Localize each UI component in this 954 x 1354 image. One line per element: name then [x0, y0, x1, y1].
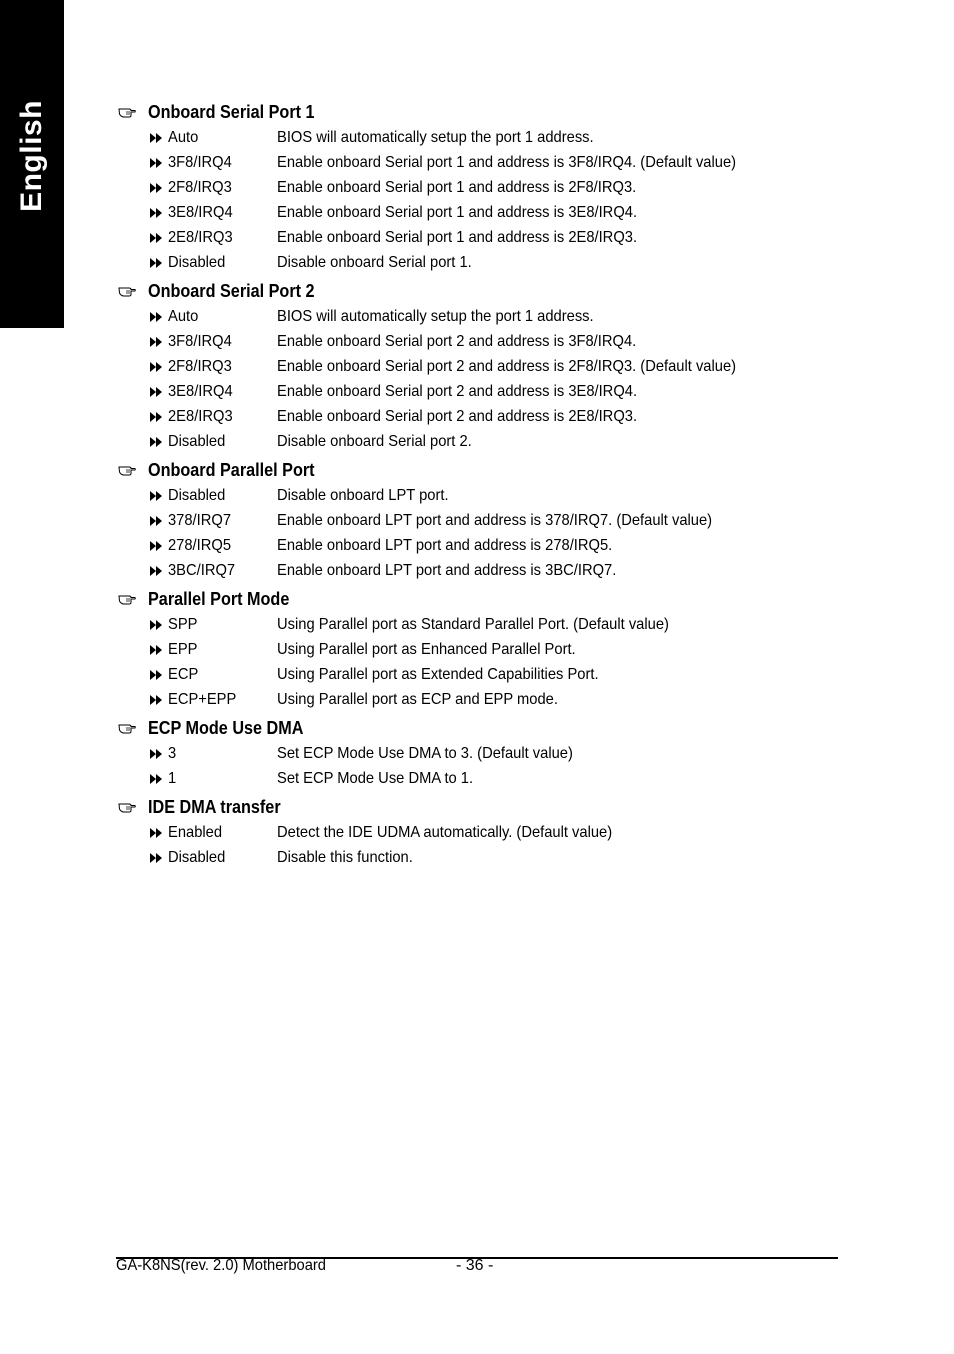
option-row — [118, 404, 838, 429]
option-description: Enable onboard Serial port 2 and address is 3F8/IRQ4. — [277, 332, 637, 350]
section-title: IDE DMA transfer — [148, 796, 281, 817]
double-arrow-icon — [150, 361, 162, 373]
double-arrow-icon — [150, 386, 162, 398]
option-description: Using Parallel port as Extended Capabilities Port. — [277, 665, 599, 683]
option-name: SPP — [168, 615, 198, 633]
option-row — [118, 612, 838, 637]
option-description: Disable onboard Serial port 2. — [277, 432, 472, 450]
option-description: Enable onboard Serial port 2 and address is 2F8/IRQ3. (Default value) — [277, 357, 737, 375]
section-header — [118, 587, 838, 611]
pointing-hand-icon — [118, 106, 136, 118]
option-description: Using Parallel port as Enhanced Parallel Port. — [277, 640, 576, 658]
pointing-hand-icon — [118, 285, 136, 297]
option-description: Disable onboard LPT port. — [277, 486, 449, 504]
option-row — [118, 125, 838, 150]
option-name: Disabled — [168, 253, 226, 271]
option-row — [118, 637, 838, 662]
double-arrow-icon — [150, 773, 162, 785]
option-row — [118, 687, 838, 712]
option-name: 3 — [168, 744, 177, 762]
option-name: ECP+EPP — [168, 690, 237, 708]
option-name: Disabled — [168, 432, 226, 450]
option-name: 2F8/IRQ3 — [168, 178, 232, 196]
option-description: Using Parallel port as Standard Parallel Port. (Default value) — [277, 615, 669, 633]
double-arrow-icon — [150, 748, 162, 760]
section-header — [118, 795, 838, 819]
option-row — [118, 329, 838, 354]
option-row — [118, 820, 838, 845]
section-title: Onboard Serial Port 2 — [148, 280, 315, 301]
double-arrow-icon — [150, 619, 162, 631]
footer-model: GA-K8NS(rev. 2.0) Motherboard — [116, 1257, 326, 1274]
pointing-hand-icon — [118, 464, 136, 476]
option-description: Using Parallel port as ECP and EPP mode. — [277, 690, 558, 708]
option-name: 2F8/IRQ3 — [168, 357, 232, 375]
option-name: 3E8/IRQ4 — [168, 203, 233, 221]
option-description: Enable onboard Serial port 2 and address is 3E8/IRQ4. — [277, 382, 638, 400]
double-arrow-icon — [150, 669, 162, 681]
option-description: Enable onboard LPT port and address is 278/IRQ5. — [277, 536, 613, 554]
option-description: Enable onboard Serial port 1 and address is 3E8/IRQ4. — [277, 203, 638, 221]
option-name: Disabled — [168, 486, 226, 504]
section-title: Onboard Serial Port 1 — [148, 101, 315, 122]
setting-section — [118, 100, 838, 275]
option-description: BIOS will automatically setup the port 1 address. — [277, 128, 594, 146]
double-arrow-icon — [150, 336, 162, 348]
option-name: 2E8/IRQ3 — [168, 407, 233, 425]
option-name: EPP — [168, 640, 198, 658]
double-arrow-icon — [150, 207, 162, 219]
option-description: Enable onboard LPT port and address is 378/IRQ7. (Default value) — [277, 511, 713, 529]
double-arrow-icon — [150, 436, 162, 448]
double-arrow-icon — [150, 565, 162, 577]
setting-section — [118, 587, 838, 712]
option-row — [118, 483, 838, 508]
option-description: Enable onboard Serial port 1 and address is 2F8/IRQ3. — [277, 178, 637, 196]
option-description: Enable onboard Serial port 1 and address is 2E8/IRQ3. — [277, 228, 638, 246]
setting-section — [118, 716, 838, 791]
section-title: ECP Mode Use DMA — [148, 717, 304, 738]
setting-section — [118, 279, 838, 454]
option-row — [118, 175, 838, 200]
option-row — [118, 200, 838, 225]
option-name: Enabled — [168, 823, 223, 841]
option-row — [118, 766, 838, 791]
section-title: Parallel Port Mode — [148, 588, 290, 609]
option-row — [118, 429, 838, 454]
double-arrow-icon — [150, 232, 162, 244]
option-description: Disable this function. — [277, 848, 413, 866]
double-arrow-icon — [150, 157, 162, 169]
section-header — [118, 279, 838, 303]
double-arrow-icon — [150, 182, 162, 194]
section-header — [118, 458, 838, 482]
option-name: Auto — [168, 307, 199, 325]
double-arrow-icon — [150, 490, 162, 502]
option-row — [118, 508, 838, 533]
option-name: 3F8/IRQ4 — [168, 153, 232, 171]
setting-section — [118, 795, 838, 870]
double-arrow-icon — [150, 515, 162, 527]
pointing-hand-icon — [118, 801, 136, 813]
double-arrow-icon — [150, 311, 162, 323]
pointing-hand-icon — [118, 593, 136, 605]
option-name: 3E8/IRQ4 — [168, 382, 233, 400]
section-title: Onboard Parallel Port — [148, 459, 315, 480]
option-row — [118, 304, 838, 329]
option-name: 3BC/IRQ7 — [168, 561, 236, 579]
language-side-tab — [0, 0, 64, 328]
double-arrow-icon — [150, 644, 162, 656]
setting-section — [118, 458, 838, 583]
double-arrow-icon — [150, 411, 162, 423]
option-row — [118, 379, 838, 404]
option-name: 278/IRQ5 — [168, 536, 232, 554]
double-arrow-icon — [150, 257, 162, 269]
double-arrow-icon — [150, 827, 162, 839]
option-description: Enable onboard LPT port and address is 3BC/IRQ7. — [277, 561, 617, 579]
section-header — [118, 100, 838, 124]
option-description: Disable onboard Serial port 1. — [277, 253, 472, 271]
option-name: 2E8/IRQ3 — [168, 228, 233, 246]
language-label: English — [15, 100, 48, 212]
option-name: ECP — [168, 665, 199, 683]
option-row — [118, 662, 838, 687]
option-description: Enable onboard Serial port 2 and address is 2E8/IRQ3. — [277, 407, 638, 425]
double-arrow-icon — [150, 540, 162, 552]
option-row — [118, 250, 838, 275]
option-row — [118, 150, 838, 175]
option-name: 378/IRQ7 — [168, 511, 232, 529]
option-row — [118, 845, 838, 870]
option-row — [118, 533, 838, 558]
bios-options-list — [118, 100, 838, 870]
option-name: 1 — [168, 769, 177, 787]
option-row — [118, 354, 838, 379]
option-description: BIOS will automatically setup the port 1 address. — [277, 307, 594, 325]
option-name: Disabled — [168, 848, 226, 866]
section-header — [118, 716, 838, 740]
option-row — [118, 225, 838, 250]
option-row — [118, 741, 838, 766]
option-description: Set ECP Mode Use DMA to 1. — [277, 769, 474, 787]
option-description: Set ECP Mode Use DMA to 3. (Default value) — [277, 744, 573, 762]
page-number: - 36 - — [456, 1257, 494, 1274]
option-name: Auto — [168, 128, 199, 146]
option-row — [118, 558, 838, 583]
double-arrow-icon — [150, 132, 162, 144]
double-arrow-icon — [150, 852, 162, 864]
option-name: 3F8/IRQ4 — [168, 332, 232, 350]
option-description: Detect the IDE UDMA automatically. (Default value) — [277, 823, 613, 841]
option-description: Enable onboard Serial port 1 and address is 3F8/IRQ4. (Default value) — [277, 153, 737, 171]
double-arrow-icon — [150, 694, 162, 706]
pointing-hand-icon — [118, 722, 136, 734]
